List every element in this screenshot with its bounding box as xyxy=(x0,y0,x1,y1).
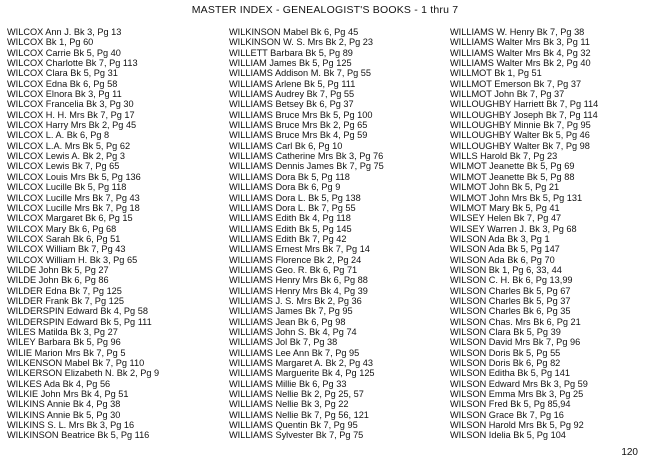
index-entry: WILLIAMS Arlene Bk 5, Pg 111 xyxy=(229,78,356,89)
index-entry: WILLIAMS John S. Bk 4, Pg 74 xyxy=(229,326,357,337)
page-title: MASTER INDEX - GENEALOGIST'S BOOKS - 1 thru 7 xyxy=(191,4,459,16)
index-entry: WILKINSON Beatrice Bk 5, Pg 116 xyxy=(7,430,150,441)
index-entry: WILLIAMS Audrey Bk 7, Pg 55 xyxy=(229,89,355,100)
index-entry: WILLIAMS Henry Mrs Bk 6, Pg 88 xyxy=(229,275,368,286)
index-entry: WILLIAMS W. Henry Bk 7, Pg 38 xyxy=(450,27,585,37)
index-entry: WILCOX Mary Bk 6, Pg 68 xyxy=(7,223,117,234)
index-entry: WILCOX Louis Mrs Bk 5, Pg 136 xyxy=(7,171,141,182)
index-entry: WILCOX William H. Bk 3, Pg 65 xyxy=(7,254,138,265)
index-entry: WILDE John Bk 5, Pg 27 xyxy=(7,264,109,275)
index-entry: WILCOX Harry Mrs Bk 2, Pg 45 xyxy=(7,120,137,131)
index-entry: WILLIAMS Nellie Bk 3, Pg 22 xyxy=(229,399,349,410)
index-entry: WILLIAMS Geo. R. Bk 6, Pg 71 xyxy=(229,264,358,275)
index-entry: WILSEY Helen Bk 7, Pg 47 xyxy=(450,213,562,224)
index-column-1 xyxy=(7,27,222,441)
index-entry: WILSON Emma Mrs Bk 3, Pg 25 xyxy=(450,389,584,400)
index-entry: WILKIE John Mrs Bk 4, Pg 51 xyxy=(7,389,129,400)
index-entry: WILKES Ada Bk 4, Pg 56 xyxy=(7,378,111,389)
index-entry: WILLOUGHBY Joseph Bk 7, Pg 114 xyxy=(450,109,598,120)
index-entry: WILCOX Elnora Bk 3, Pg 11 xyxy=(7,89,122,100)
index-entry: WILLMOT John Bk 7, Pg 37 xyxy=(450,89,565,100)
index-entry: WILLIAMS Dora L. Bk 5, Pg 138 xyxy=(229,192,361,203)
index-entry: WILLIAMS Florence Bk 2, Pg 24 xyxy=(229,254,362,265)
index-entry: WILLOUGHBY Harriett Bk 7, Pg 114 xyxy=(450,99,599,110)
index-entry: WILLIAMS Dora L. Bk 7, Pg 55 xyxy=(229,202,356,213)
index-entry: WILSON Charles Bk 5, Pg 67 xyxy=(450,285,571,296)
index-entry: WILSON Idelia Bk 5, Pg 104 xyxy=(450,430,566,441)
index-entry: WILSON Ada Bk 5, Pg 147 xyxy=(450,244,560,255)
index-entry: WILSON David Mrs Bk 7, Pg 96 xyxy=(450,337,581,348)
index-entry: WILLIAMS Edith Bk 5, Pg 145 xyxy=(229,223,352,234)
index-entry: WILLIAMS Walter Mrs Bk 4, Pg 32 xyxy=(450,47,591,58)
index-entry: WILLIAMS Walter Mrs Bk 3, Pg 11 xyxy=(450,37,590,48)
index-entry: WILLIAMS Lee Ann Bk 7, Pg 95 xyxy=(229,347,360,358)
index-entry: WILSON Doris Bk 5, Pg 55 xyxy=(450,347,561,358)
index-column-2 xyxy=(229,27,444,441)
index-entry: WILCOX Lewis Bk 7, Pg 65 xyxy=(7,161,120,172)
index-entry: WILDER Edna Bk 7, Pg 125 xyxy=(7,285,122,296)
index-entry: WILKINS Annie Bk 4, Pg 38 xyxy=(7,399,121,410)
index-entry: WILCOX Lucille Mrs Bk 7, Pg 18 xyxy=(7,202,140,213)
index-entry: WILLIAMS Jol Bk 7, Pg 38 xyxy=(229,337,338,348)
index-entry: WILEY Barbara Bk 5, Pg 96 xyxy=(7,337,121,348)
index-entry: WILLIAMS James Bk 7, Pg 95 xyxy=(229,306,353,317)
index-entry: WILLIAMS Dora Bk 5, Pg 118 xyxy=(229,171,350,182)
index-entry: WILMOT Mary Bk 5, Pg 41 xyxy=(450,202,560,213)
index-entry: WILSON Ada Bk 6, Pg 70 xyxy=(450,254,555,265)
index-entry: WILLIAMS Catherine Mrs Bk 3, Pg 76 xyxy=(229,151,384,162)
index-entry: WILKINS S. L. Mrs Bk 3, Pg 16 xyxy=(7,420,135,431)
index-entry: WILLIAMS Walter Mrs Bk 2, Pg 40 xyxy=(450,58,591,69)
index-entry: WILLOUGHBY Walter Bk 7, Pg 98 xyxy=(450,140,590,151)
index-entry: WILKENSON Mabel Bk 7, Pg 110 xyxy=(7,358,145,368)
index-entry: WILCOX Carrie Bk 5, Pg 40 xyxy=(7,47,121,58)
index-entry: WILCOX Francelia Bk 3, Pg 30 xyxy=(7,99,134,110)
index-entry: WILKINS Annie Bk 5, Pg 30 xyxy=(7,409,121,420)
index-entry: WILLIAMS Dora Bk 6, Pg 9 xyxy=(229,182,341,193)
index-entry: WILSON Edward Mrs Bk 3, Pg 59 xyxy=(450,378,588,389)
index-entry: WILLIAMS Sylvester Bk 7, Pg 75 xyxy=(229,430,364,441)
index-entry: WILCOX Lewis A. Bk 2, Pg 3 xyxy=(7,151,125,162)
index-entry: WILCOX Bk 1, Pg 60 xyxy=(7,37,94,48)
index-entry: WILSON Charles Bk 6, Pg 35 xyxy=(450,306,571,317)
index-entry: WILMOT John Bk 5, Pg 21 xyxy=(450,182,560,193)
index-entry: WILCOX Lucille Mrs Bk 7, Pg 43 xyxy=(7,192,140,203)
index-entry: WILLIAMS J. S. Mrs Bk 2, Pg 36 xyxy=(229,295,362,306)
index-entry: WILSON Charles Bk 5, Pg 37 xyxy=(450,295,571,306)
index-entry: WILLMOT Emerson Bk 7, Pg 37 xyxy=(450,78,582,89)
index-entry: WILCOX Clara Bk 5, Pg 31 xyxy=(7,68,118,79)
page-number: 120 xyxy=(621,447,638,458)
index-entry: WILSON Clara Bk 5, Pg 39 xyxy=(450,326,561,337)
index-entry: WILLIAMS Edith Bk 7, Pg 42 xyxy=(229,233,347,244)
index-entry: WILCOX L. A. Bk 6, Pg 8 xyxy=(7,130,110,141)
index-entry: WILIE Marion Mrs Bk 7, Pg 5 xyxy=(7,347,126,358)
index-entry: WILCOX H. H. Mrs Bk 7, Pg 17 xyxy=(7,109,135,120)
index-entry: WILKERSON Elizabeth N. Bk 2, Pg 9 xyxy=(7,368,160,379)
index-entry: WILSON C. H. Bk 6, Pg 13,99 xyxy=(450,275,573,286)
index-entry: WILLIAM James Bk 5, Pg 125 xyxy=(229,58,352,69)
index-entry: WILKINSON Mabel Bk 6, Pg 45 xyxy=(229,27,359,37)
index-entry: WILLOUGHBY Minnie Bk 7, Pg 95 xyxy=(450,120,591,131)
index-entry: WILDERSPIN Edward Bk 4, Pg 58 xyxy=(7,306,148,317)
index-entry: WILCOX Sarah Bk 6, Pg 51 xyxy=(7,233,121,244)
index-entry: WILDER Frank Bk 7, Pg 125 xyxy=(7,295,124,306)
index-entry: WILMOT John Mrs Bk 5, Pg 131 xyxy=(450,192,583,203)
index-entry: WILSON Grace Bk 7, Pg 16 xyxy=(450,409,564,420)
index-entry: WILLS Harold Bk 7, Pg 23 xyxy=(450,151,558,162)
index-entry: WILLIAMS Quentin Bk 7, Pg 95 xyxy=(229,420,358,431)
index-entry: WILCOX William Bk 7, Pg 43 xyxy=(7,244,126,255)
index-entry: WILMOT Jeanette Bk 5, Pg 69 xyxy=(450,161,575,172)
index-entry: WILCOX Margaret Bk 6, Pg 15 xyxy=(7,213,133,224)
index-entry: WILSON Fred Bk 5, Pg 85,94 xyxy=(450,399,571,410)
index-entry: WILLIAMS Margaret A. Bk 2, Pg 43 xyxy=(229,358,373,368)
index-entry: WILLMOT Bk 1, Pg 51 xyxy=(450,68,542,79)
index-entry: WILSON Harold Mrs Bk 5, Pg 92 xyxy=(450,420,584,431)
index-entry: WILCOX Ann J. Bk 3, Pg 13 xyxy=(7,27,122,37)
index-entry: WILSEY Warren J. Bk 3, Pg 68 xyxy=(450,223,577,234)
index-entry: WILLIAMS Nellie Bk 2, Pg 25, 57 xyxy=(229,389,364,400)
index-entry: WILCOX Lucille Bk 5, Pg 118 xyxy=(7,182,127,193)
index-entry: WILLIAMS Marguerite Bk 4, Pg 125 xyxy=(229,368,375,379)
index-entry: WILSON Editha Bk 5, Pg 141 xyxy=(450,368,571,379)
index-entry: WILSON Chas. Mrs Bk 6, Pg 21 xyxy=(450,316,581,327)
index-entry: WILDERSPIN Edward Bk 5, Pg 111 xyxy=(7,316,152,327)
index-entry: WILMOT Jeanette Bk 5, Pg 88 xyxy=(450,171,575,182)
index-entry: WILLIAMS Bruce Mrs Bk 5, Pg 100 xyxy=(229,109,373,120)
index-entry: WILLOUGHBY Walter Bk 5, Pg 46 xyxy=(450,130,590,141)
index-entry: WILLIAMS Edith Bk 4, Pg 118 xyxy=(229,213,351,224)
index-entry: WILLIAMS Carl Bk 6, Pg 10 xyxy=(229,140,343,151)
index-entry: WILLIAMS Millie Bk 6, Pg 33 xyxy=(229,378,347,389)
index-entry: WILLETT Barbara Bk 5, Pg 89 xyxy=(229,47,353,58)
index-entry: WILLIAMS Addison M. Bk 7, Pg 55 xyxy=(229,68,371,79)
index-entry: WILCOX Charlotte Bk 7, Pg 113 xyxy=(7,58,138,69)
index-entry: WILLIAMS Nellie Bk 7, Pg 56, 121 xyxy=(229,409,369,420)
index-entry: WILLIAMS Betsey Bk 6, Pg 37 xyxy=(229,99,354,110)
index-entry: WILSON Doris Bk 6, Pg 82 xyxy=(450,358,561,368)
index-entry: WILLIAMS Jean Bk 6, Pg 98 xyxy=(229,316,346,327)
index-entry: WILLIAMS Henry Mrs Bk 4, Pg 39 xyxy=(229,285,368,296)
index-entry: WILCOX L.A. Mrs Bk 5, Pg 62 xyxy=(7,140,131,151)
index-entry: WILKINSON W. S. Mrs Bk 2, Pg 23 xyxy=(229,37,373,48)
index-column-3 xyxy=(450,27,645,441)
index-entry: WILDE John Bk 6, Pg 86 xyxy=(7,275,109,286)
index-entry: WILLIAMS Ernest Mrs Bk 7, Pg 14 xyxy=(229,244,370,255)
index-entry: WILES Matilda Bk 3, Pg 27 xyxy=(7,326,118,337)
index-entry: WILLIAMS Bruce Mrs Bk 2, Pg 65 xyxy=(229,120,368,131)
index-entry: WILSON Ada Bk 3, Pg 1 xyxy=(450,233,550,244)
index-entry: WILLIAMS Dennis James Bk 7, Pg 75 xyxy=(229,161,384,172)
index-entry: WILLIAMS Bruce Mrs Bk 4, Pg 59 xyxy=(229,130,368,141)
index-entry: WILSON Bk 1, Pg 6, 33, 44 xyxy=(450,264,562,275)
index-entry: WILCOX Edna Bk 6, Pg 58 xyxy=(7,78,118,89)
